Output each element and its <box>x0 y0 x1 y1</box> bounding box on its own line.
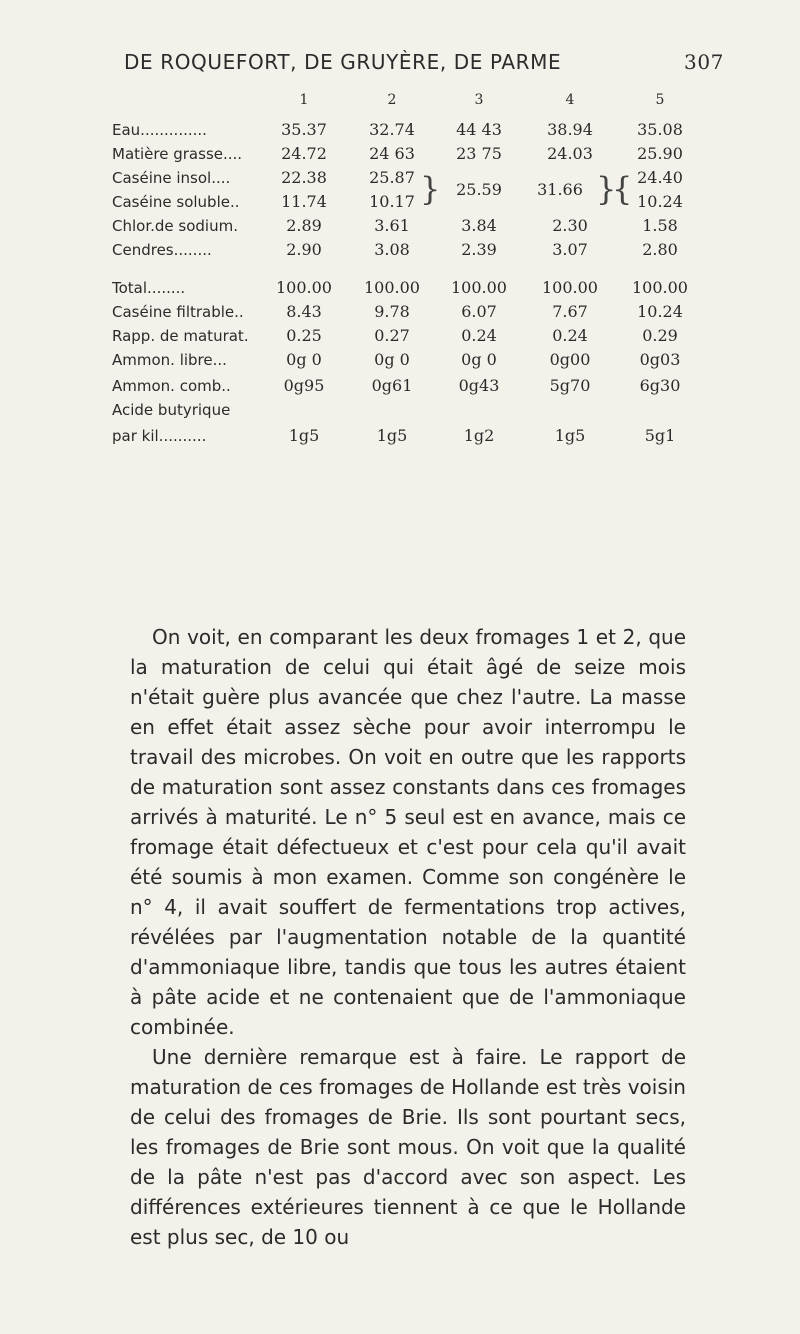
table-cell: 6g30 <box>639 376 681 395</box>
row-label: Caséine insol.... <box>112 169 231 187</box>
table-cell: 2.89 <box>286 216 322 235</box>
table-cell: 100.00 <box>451 278 507 297</box>
table-cell: 1g2 <box>463 426 495 445</box>
table-cell: 23 75 <box>456 144 502 163</box>
table-cell: 0.29 <box>642 326 678 345</box>
table-cell: 0g43 <box>458 376 500 395</box>
table-cell: 8.43 <box>286 302 322 321</box>
table-cell: 2.30 <box>552 216 588 235</box>
table-cell: 44 43 <box>456 120 502 139</box>
row-label: Matière grasse.... <box>112 145 243 163</box>
table-cell: 0g00 <box>549 350 591 369</box>
paragraph: Une dernière remarque est à faire. Le rapport de maturation de ces fromages de Hollande est très voisin de celui des fromages de Brie. Ils sont pourtant secs, les fromages de Brie sont mous. On voit que la qualité de la pâte n'est pas d'accord avec son aspect. Les différences extérieures tiennent à ce que le Hollande est plus sec, de 10 ou <box>130 1045 686 1249</box>
table-cell: 100.00 <box>632 278 688 297</box>
brace-glyph: } <box>596 170 617 208</box>
row-label: Ammon. libre... <box>112 351 227 369</box>
table-cell: 0g95 <box>283 376 325 395</box>
table-cell: 24.72 <box>281 144 327 163</box>
column-number: 3 <box>474 92 484 108</box>
table-row <box>112 214 712 238</box>
table-cell: 24.40 <box>637 168 683 187</box>
table-cell: 3.08 <box>374 240 410 259</box>
table-cell: 22.38 <box>281 168 327 187</box>
row-label: Caséine filtrable.. <box>112 303 244 321</box>
table-row <box>112 424 712 448</box>
table-cell: 0.27 <box>374 326 410 345</box>
row-label: Chlor.de sodium. <box>112 217 238 235</box>
table-cell: 3.84 <box>461 216 497 235</box>
column-number: 2 <box>387 92 397 108</box>
brace-glyph: } <box>420 170 441 208</box>
table-cell: 25.87 <box>369 168 415 187</box>
page-number: 307 <box>684 50 724 74</box>
table-cell: 7.67 <box>552 302 588 321</box>
table-cell: 35.37 <box>281 120 327 139</box>
table-cell: 0.24 <box>552 326 588 345</box>
merged-cell: 31.66 <box>537 180 583 199</box>
table-cell: 2.80 <box>642 240 678 259</box>
table-cell: 32.74 <box>369 120 415 139</box>
table-cell: 0g61 <box>371 376 413 395</box>
row-label: Ammon. comb.. <box>112 377 231 395</box>
table-cell: 9.78 <box>374 302 410 321</box>
table-cell: 0g 0 <box>374 350 410 369</box>
table-cell: 24.03 <box>547 144 593 163</box>
table-cell: 24 63 <box>369 144 415 163</box>
row-label: Rapp. de maturat. <box>112 327 249 345</box>
table-cell: 100.00 <box>276 278 332 297</box>
table-cell: 25.90 <box>637 144 683 163</box>
table-cell: 0g03 <box>639 350 681 369</box>
table-cell: 5g1 <box>644 426 676 445</box>
table-cell: 10.24 <box>637 192 683 211</box>
table-cell: 6.07 <box>461 302 497 321</box>
table-row <box>112 374 712 398</box>
table-row <box>112 118 712 142</box>
table-row <box>112 238 712 262</box>
table-cell: 3.07 <box>552 240 588 259</box>
row-label: Acide butyrique <box>112 401 231 419</box>
row-label: Cendres........ <box>112 241 212 259</box>
table-cell: 11.74 <box>281 192 327 211</box>
table-cell: 0g 0 <box>286 350 322 369</box>
body-text <box>130 622 686 1252</box>
table-row <box>112 300 712 324</box>
table-cell: 10.17 <box>369 192 415 211</box>
table-cell: 0.24 <box>461 326 497 345</box>
row-label: Caséine soluble.. <box>112 193 240 211</box>
table-cell: 1g5 <box>554 426 586 445</box>
brace-glyph: { <box>612 170 633 208</box>
row-label: Eau.............. <box>112 121 207 139</box>
table-cell: 35.08 <box>637 120 683 139</box>
merged-caseine-group <box>112 166 712 214</box>
table-cell: 2.39 <box>461 240 497 259</box>
table-cell: 0g 0 <box>461 350 497 369</box>
table-cell: 0.25 <box>286 326 322 345</box>
table-row <box>112 398 712 422</box>
table-cell: 1g5 <box>376 426 408 445</box>
running-head: DE ROQUEFORT, DE GRUYÈRE, DE PARME <box>124 50 562 74</box>
column-number: 4 <box>565 92 575 108</box>
paragraph: On voit, en comparant les deux fromages 1 et 2, que la maturation de celui qui était âgé de seize mois n'était guère plus avancée que chez l'autre. La masse en effet était assez sèche pour avoir interrompu le travail des microbes. On voit en outre que les rapports de maturation sont assez constants dans ces fromages arrivés à maturité. Le n° 5 seul est en avance, mais ce fromage était défectueux et c'est pour cela qu'il avait été soumis à mon examen. Comme son congénère le n° 4, il avait souffert de fermentations trop actives, révélées par l'augmentation notable de la quantité d'ammoniaque libre, tandis que tous les autres étaient à pâte acide et ne contenaient que de l'ammoniaque combinée. <box>130 625 686 1039</box>
table-row <box>112 324 712 348</box>
table-row <box>112 142 712 166</box>
table-cell: 2.90 <box>286 240 322 259</box>
table-cell: 3.61 <box>374 216 410 235</box>
table-cell: 1.58 <box>642 216 678 235</box>
row-label: Total........ <box>112 279 186 297</box>
table-cell: 10.24 <box>637 302 683 321</box>
column-number: 5 <box>655 92 665 108</box>
table-cell: 100.00 <box>364 278 420 297</box>
table-row <box>112 348 712 372</box>
table-row <box>112 276 712 300</box>
table-cell: 38.94 <box>547 120 593 139</box>
table-cell: 100.00 <box>542 278 598 297</box>
row-label: par kil.......... <box>112 427 207 445</box>
table-cell: 5g70 <box>549 376 591 395</box>
table-cell: 1g5 <box>288 426 320 445</box>
merged-cell: 25.59 <box>456 180 502 199</box>
column-number: 1 <box>299 92 309 108</box>
